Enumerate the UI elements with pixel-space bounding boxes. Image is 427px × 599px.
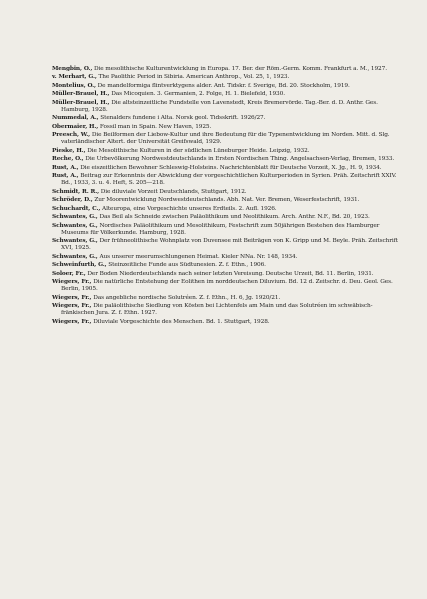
entry-text: Der frühneolithische Wohnplatz von Duvensee mit Beiträgen von K. Gripp und M. Beyle. Präh. Zeitschrift XVI, 1925. <box>61 238 398 252</box>
entry-author: Rust, A., <box>52 164 79 171</box>
entry-author: Schwantes, G., <box>52 222 98 229</box>
bibliography-entry <box>52 132 404 146</box>
bibliography-entry <box>52 279 404 293</box>
bibliography-entry <box>52 271 404 278</box>
entry-text: Zur Moorentwicklung Nordwestdeutschlands. Abh. Nat. Ver. Bremen, Weserfestschrift, 1931. <box>92 197 360 204</box>
entry-text: Beitrag zur Erkenntnis der Abwicklung der vorgeschichtlichen Kulturperioden in Syrien. Präh. Zeitschrift XXIV. Bd., 1933, 3. u. 4. Heft, S. 205—218. <box>61 173 397 187</box>
bibliography-entry <box>52 124 404 131</box>
entry-author: Schmidt, R. R., <box>52 188 100 195</box>
bibliography-entry <box>52 83 404 90</box>
bibliography-entry <box>52 74 404 81</box>
entry-text: Alteuropa, eine Vorgeschichte unseres Erdteils. 2. Aufl. 1926. <box>100 205 277 212</box>
bibliography-entry <box>52 165 404 172</box>
bibliography-entry <box>52 156 404 163</box>
entry-text: Die altsteinzeitliche Fundstelle von Lavenstedt, Kreis Bremervörde. Tag.-Ber. d. D. Anthr. Ges. Hamburg, 1928. <box>61 99 378 113</box>
entry-text: Die Mesolithische Kulturen in der südlichen Lüneburger Heide. Leipzig, 1932. <box>85 147 310 154</box>
entry-author: Schuchardt, C., <box>52 205 101 212</box>
entry-author: Soloer, Fr., <box>52 270 86 277</box>
bibliography-entry <box>52 223 404 237</box>
bibliography-entry <box>52 295 404 302</box>
bibliography-entry <box>52 238 404 252</box>
bibliography-list <box>52 66 404 327</box>
bibliography-entry <box>52 303 404 317</box>
entry-text: Das angebliche nordische Solutréen. Z. f. Ethn., H. 6, Jg. 1920/21. <box>91 294 281 301</box>
entry-text: Aus unserer meerumschlungenen Heimat. Kieler NNa. Nr. 148, 1934. <box>97 253 298 260</box>
entry-text: Die diluviale Vorzeit Deutschlands, Stuttgart, 1912. <box>99 188 247 195</box>
bibliography-entry <box>52 173 404 187</box>
entry-author: Müller-Brauel, H., <box>52 91 110 98</box>
entry-text: Steinzeitliche Funde aus Südtunesien. Z. f. Ethn., 1906. <box>106 262 266 269</box>
entry-author: Pieske, H., <box>52 147 86 154</box>
entry-author: Obermaier, H., <box>52 123 99 130</box>
entry-author: Schweinfurth, G., <box>52 262 107 269</box>
entry-author: Rust, A., <box>52 173 79 180</box>
bibliography-entry <box>52 148 404 155</box>
entry-author: Wiegers, Fr., <box>52 279 92 286</box>
bibliography-entry <box>52 66 404 73</box>
entry-author: v. Merhart, G., <box>52 74 97 81</box>
entry-author: Wiegers, Fr., <box>52 303 92 310</box>
entry-author: Nummedal, A., <box>52 115 99 122</box>
bibliography-entry <box>52 189 404 196</box>
entry-author: Wiegers, Fr., <box>52 294 92 301</box>
entry-author: Reche, O., <box>52 156 84 163</box>
bibliography-entry <box>52 214 404 221</box>
entry-author: Montelius, O., <box>52 82 96 89</box>
entry-author: Schwantes, G., <box>52 253 98 260</box>
entry-text: Die paläolithische Siedlung von Kösten bei Lichtenfels am Main und das Solutréen im schwäbisch-fränkischen Jura. Z. f. Ethn. 1927. <box>61 303 373 317</box>
entry-text: Die Urbevölkerung Nordwestdeutschlands in Ersten Nordischen Thing. Angelsachsen-Verlag, Bremen, 1933. <box>83 156 395 163</box>
bibliography-entry <box>52 254 404 261</box>
entry-author: Wiegers, Fr., <box>52 318 92 325</box>
entry-text: Die mesolithische Kulturentwicklung in Europa. 17. Ber. der Röm.-Germ. Komm. Frankfurt a. M., 1927. <box>92 66 387 72</box>
entry-text: Stenalders fundene i Alta. Norsk geol. Tidsskrift. 1926/27. <box>98 115 266 122</box>
bibliography-entry <box>52 206 404 213</box>
entry-text: Das Beil als Schneide zwischen Paläolithikum und Neolithikum. Arch. Anthr. N.F., Bd. 20, 1923. <box>97 214 370 221</box>
entry-text: De mandelformiga flintverktygens alder. Ant. Tidskr. f. Sverige, Bd. 20. Stockholm, 1919. <box>95 82 350 89</box>
entry-text: Die natürliche Entstehung der Eolithen im norddeutschen Diluvium. Bd. 12 d. Zeitschr. d. Deu. Geol. Ges. Berlin, 1905. <box>61 279 393 293</box>
bibliography-entry <box>52 115 404 122</box>
entry-author: Preesch, W., <box>52 132 91 139</box>
entry-text: Diluviale Vorgeschichte des Menschen. Bd. 1. Stuttgart, 1928. <box>91 318 270 325</box>
entry-author: Mengbin, O., <box>52 66 93 72</box>
entry-text: Das Micoquien. 3. Germanien, 2. Folge, H. 1. Bielefeld, 1930. <box>109 91 285 98</box>
entry-text: The Paolithic Period in Sibiria. American Anthrop., Vol. 25, 1, 1923. <box>96 74 290 81</box>
bibliography-entry <box>52 262 404 269</box>
bibliography-entry <box>52 319 404 326</box>
bibliography-entry <box>52 91 404 98</box>
entry-text: Der Boden Niederdeutschlands nach seiner letzten Vereisung. Deutsche Urzeit, Bd. 11. Berlin, 1931. <box>85 270 374 277</box>
entry-text: Fossil man in Spain. New Haven, 1925. <box>98 123 212 130</box>
bibliography-entry <box>52 100 404 114</box>
bibliography-entry <box>52 197 404 204</box>
entry-author: Müller-Brauel, H., <box>52 99 110 106</box>
entry-text: Nordisches Paläolithikum und Mesolithikum, Festschrift zum 50jährigen Bestehen des Hamburger Museums für Völkerkunde. Hamburg, 1928. <box>61 222 380 236</box>
entry-text: Die Beilformen der Liebow-Kultur und ihre Bedeutung für die Typenentwicklung im Norden. Mitt. d. Slg. vaterländischer Altert. der Universität Greifswald, 1929. <box>61 132 390 146</box>
entry-author: Schröder, D., <box>52 197 93 204</box>
entry-author: Schwantes, G., <box>52 214 98 221</box>
entry-text: Die eiszeitlichen Bewohner Schleswig-Holsteins. Nachrichtenblatt für Deutsche Vorzeit, X. Jg., H. 9, 1934. <box>78 164 382 171</box>
entry-author: Schwantes, G., <box>52 238 98 245</box>
